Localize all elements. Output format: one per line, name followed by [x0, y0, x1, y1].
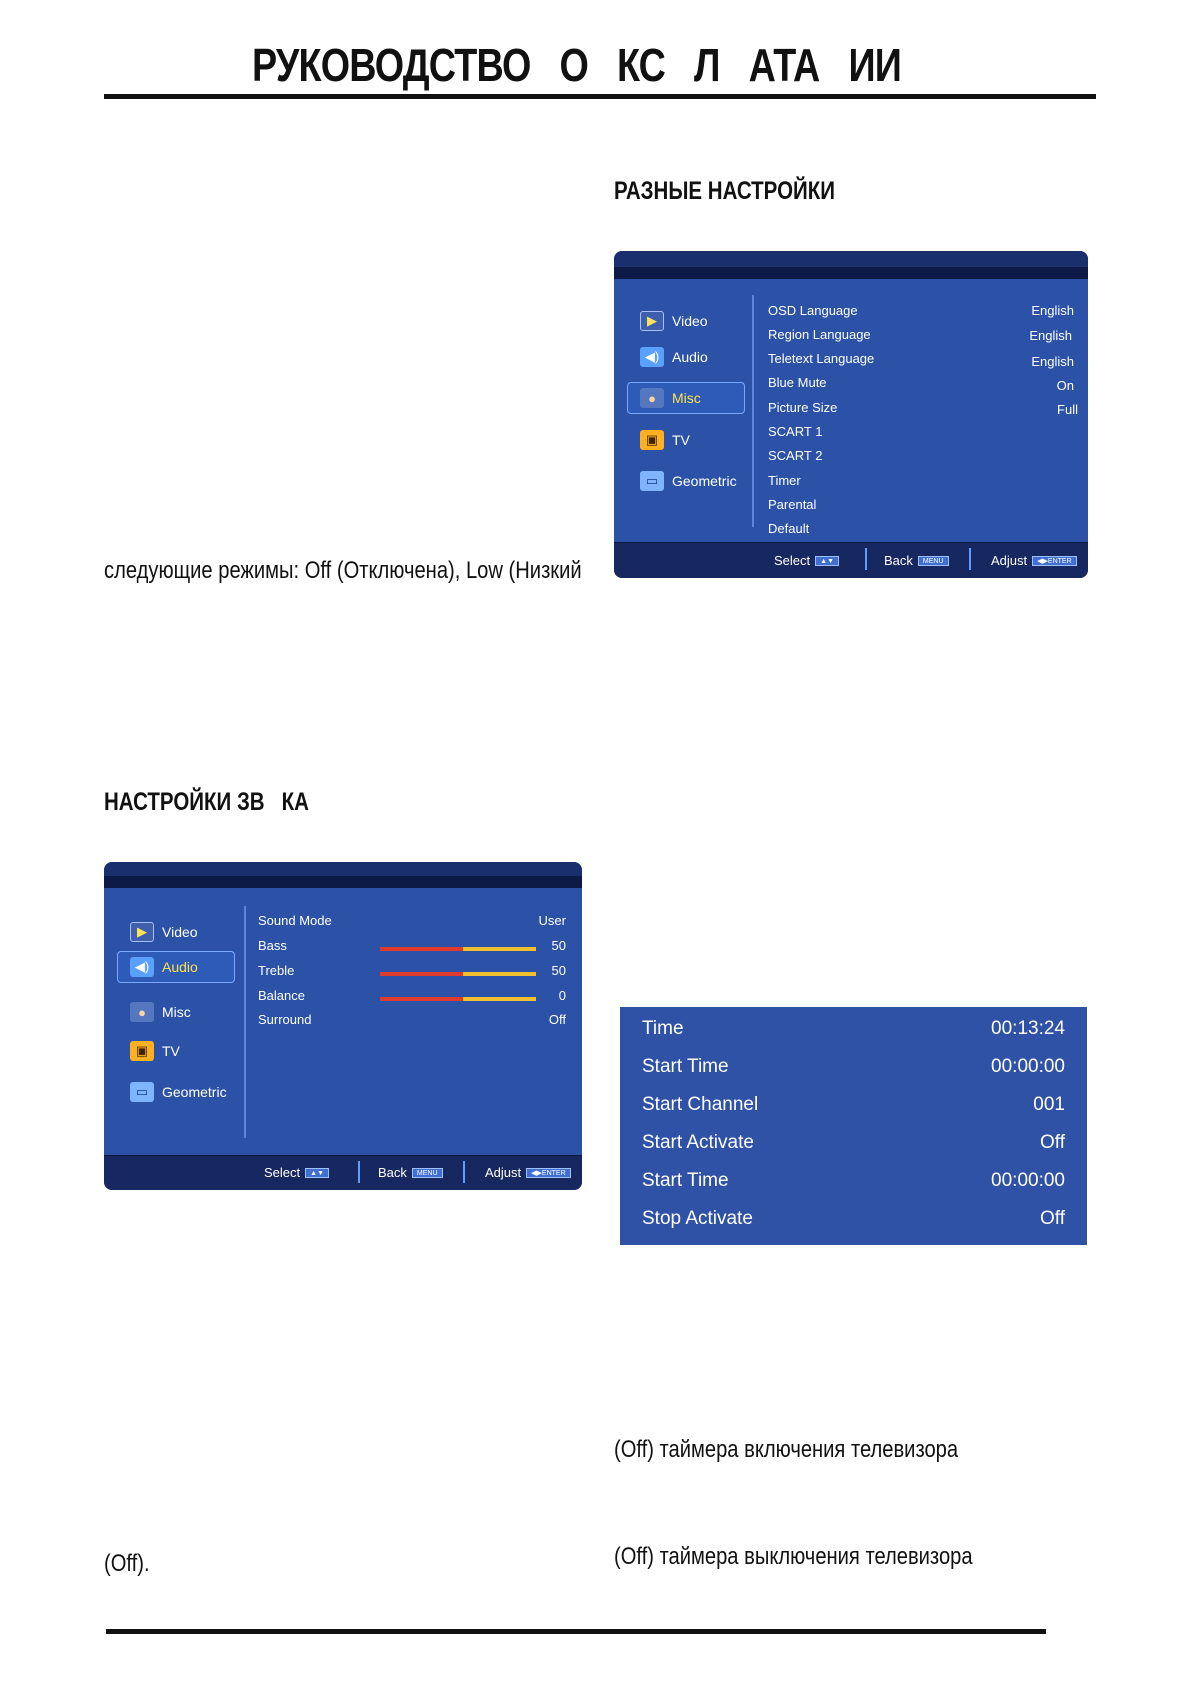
sidebar-item-misc[interactable] — [627, 382, 745, 414]
setting-value-balance: 0 — [558, 988, 566, 1003]
enter-key-icon: ◀▶ENTER — [1032, 556, 1077, 566]
timer-on-text: (Off) таймера включения телевизора — [614, 1436, 959, 1463]
footer-rule — [106, 1629, 1046, 1634]
footer-separator — [463, 1161, 465, 1183]
misc-menu-panel — [614, 251, 1088, 578]
sidebar-item-geometric[interactable] — [636, 467, 741, 495]
setting-label-bass[interactable]: Bass — [258, 938, 287, 953]
setting-value-sound-mode: User — [538, 913, 566, 928]
audio-menu-panel — [104, 862, 582, 1190]
footer-separator — [865, 548, 867, 570]
tv-icon: ▣ — [640, 430, 664, 450]
modes-text: следующие режимы: Off (Отключена), Low (Низкий — [104, 557, 582, 584]
bass-slider[interactable] — [380, 947, 536, 951]
timer-label-start-time-2[interactable]: Start Time — [642, 1170, 729, 1191]
footer-select — [264, 1165, 329, 1180]
footer-separator — [969, 548, 971, 570]
misc-section-heading: РАЗНЫЕ НАСТРОЙКИ — [614, 177, 836, 205]
timer-off-text: (Off) таймера выключения телевизора — [614, 1543, 973, 1570]
menu-key-icon: MENU — [412, 1168, 443, 1178]
header-rule — [104, 94, 1096, 99]
timer-label-start-time[interactable]: Start Time — [642, 1056, 729, 1077]
menu-title-bar — [104, 862, 582, 888]
timer-value-stop-activate: Off — [1040, 1208, 1065, 1229]
sidebar-item-video[interactable] — [636, 307, 712, 335]
balance-slider[interactable] — [380, 997, 536, 1001]
setting-label-region-language[interactable]: Region Language — [768, 327, 871, 342]
menu-footer — [614, 542, 1088, 578]
timer-value-start-channel: 001 — [1033, 1094, 1065, 1115]
setting-value-osd-language: English — [1031, 303, 1074, 318]
footer-back — [378, 1165, 443, 1180]
timer-label-time[interactable]: Time — [642, 1018, 684, 1039]
setting-label-treble[interactable]: Treble — [258, 963, 295, 978]
video-icon: ▶ — [130, 922, 154, 942]
misc-icon: ● — [130, 1002, 154, 1022]
sidebar-item-label: Audio — [162, 959, 198, 975]
setting-value-bass: 50 — [551, 938, 566, 953]
audio-icon: ◀) — [130, 957, 154, 977]
sidebar-item-label: Geometric — [672, 473, 737, 489]
sidebar-item-label: TV — [672, 432, 690, 448]
footer-separator — [358, 1161, 360, 1183]
audio-icon: ◀) — [640, 347, 664, 367]
geometric-icon: ▭ — [640, 471, 664, 491]
sidebar-item-label: Video — [672, 313, 708, 329]
setting-label-surround[interactable]: Surround — [258, 1012, 312, 1027]
page-title: РУКОВОДСТВО О КС Л АТА ИИ — [252, 39, 902, 91]
setting-value-region-language: English — [1029, 328, 1072, 343]
tv-icon: ▣ — [130, 1041, 154, 1061]
footer-adjust-label: Adjust — [485, 1165, 522, 1180]
menu-divider — [752, 295, 754, 527]
setting-label-osd-language[interactable]: OSD Language — [768, 303, 858, 318]
timer-label-stop-activate[interactable]: Stop Activate — [642, 1208, 753, 1229]
sidebar-item-label: Video — [162, 924, 198, 940]
footer-adjust-label: Adjust — [991, 553, 1028, 568]
enter-key-icon: ◀▶ENTER — [526, 1168, 571, 1178]
timer-label-start-activate[interactable]: Start Activate — [642, 1132, 754, 1153]
setting-value-picture-size: Full — [1057, 402, 1078, 417]
geometric-icon: ▭ — [130, 1082, 154, 1102]
sidebar-item-tv[interactable] — [126, 1037, 184, 1065]
setting-label-timer[interactable]: Timer — [768, 473, 801, 488]
setting-value-surround: Off — [548, 1012, 566, 1027]
setting-label-blue-mute[interactable]: Blue Mute — [768, 375, 827, 390]
footer-select-label: Select — [774, 553, 811, 568]
footer-back — [884, 553, 949, 568]
menu-footer — [104, 1155, 582, 1190]
setting-value-blue-mute: On — [1056, 378, 1074, 393]
arrows-up-down-icon: ▲▼ — [815, 556, 839, 566]
video-icon: ▶ — [640, 311, 664, 331]
arrows-up-down-icon: ▲▼ — [305, 1168, 329, 1178]
menu-key-icon: MENU — [918, 556, 949, 566]
menu-divider — [244, 906, 246, 1138]
sidebar-item-geometric[interactable] — [126, 1078, 231, 1106]
sidebar-item-tv[interactable] — [636, 426, 694, 454]
setting-label-picture-size[interactable]: Picture Size — [768, 400, 838, 415]
timer-value-start-activate: Off — [1040, 1132, 1065, 1153]
setting-label-sound-mode[interactable]: Sound Mode — [258, 913, 332, 928]
sidebar-item-audio[interactable] — [117, 951, 235, 983]
timer-settings-panel — [620, 1007, 1087, 1245]
footer-select — [774, 553, 839, 568]
sidebar-item-label: Audio — [672, 349, 708, 365]
setting-label-teletext-language[interactable]: Teletext Language — [768, 351, 875, 366]
footer-adjust — [991, 553, 1077, 568]
timer-value-start-time-2: 00:00:00 — [991, 1170, 1065, 1191]
setting-label-balance[interactable]: Balance — [258, 988, 305, 1003]
footer-back-label: Back — [378, 1165, 407, 1180]
sidebar-item-label: Misc — [672, 390, 701, 406]
sidebar-item-audio[interactable] — [636, 343, 712, 371]
off-text: (Off). — [104, 1550, 150, 1577]
misc-icon: ● — [640, 388, 664, 408]
sidebar-item-label: Misc — [162, 1004, 191, 1020]
setting-value-treble: 50 — [551, 963, 566, 978]
sidebar-item-misc[interactable] — [126, 998, 195, 1026]
setting-label-parental[interactable]: Parental — [768, 497, 817, 512]
sidebar-item-label: Geometric — [162, 1084, 227, 1100]
audio-section-heading: НАСТРОЙКИ ЗВ КА — [104, 788, 309, 816]
setting-label-scart-1[interactable]: SCART 1 — [768, 424, 823, 439]
timer-value-time: 00:13:24 — [991, 1018, 1065, 1039]
setting-value-teletext-language: English — [1031, 354, 1074, 369]
setting-label-scart-2[interactable]: SCART 2 — [768, 448, 823, 463]
timer-label-start-channel[interactable]: Start Channel — [642, 1094, 759, 1115]
treble-slider[interactable] — [380, 972, 536, 976]
footer-select-label: Select — [264, 1165, 301, 1180]
sidebar-item-video[interactable] — [126, 918, 202, 946]
timer-value-start-time: 00:00:00 — [991, 1056, 1065, 1077]
menu-title-bar — [614, 251, 1088, 279]
sidebar-item-label: TV — [162, 1043, 180, 1059]
setting-label-default[interactable]: Default — [768, 521, 810, 536]
footer-adjust — [485, 1165, 571, 1180]
footer-back-label: Back — [884, 553, 913, 568]
